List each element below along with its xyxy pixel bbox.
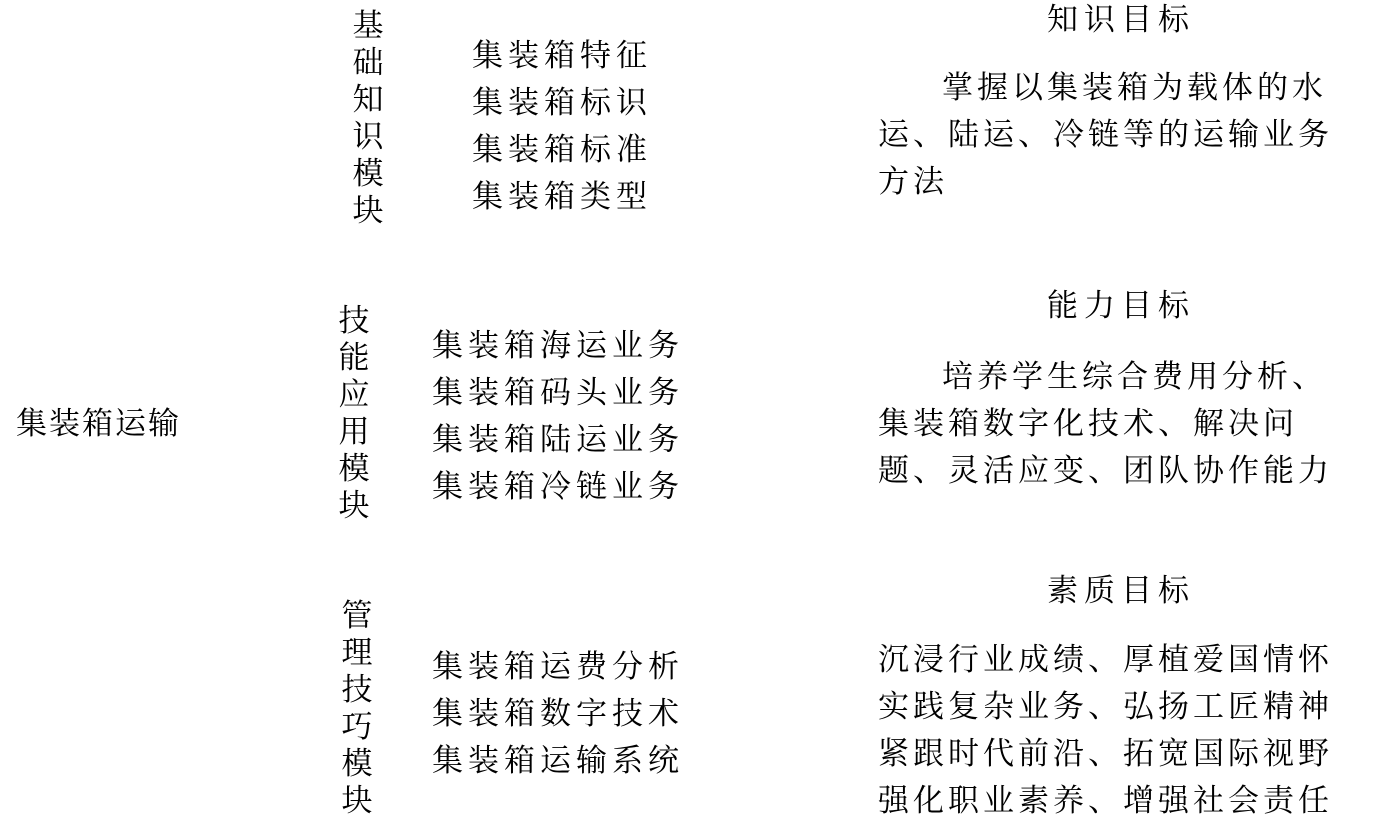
module-title-char: 能 xyxy=(338,340,370,376)
module-title-char: 模 xyxy=(352,156,384,192)
module-item: 集装箱海运业务 xyxy=(432,328,684,364)
module-item: 集装箱冷链业务 xyxy=(432,469,684,505)
goal-quality xyxy=(878,571,1364,825)
goal-text-line: 掌握以集装箱为载体的水 xyxy=(942,70,1327,106)
goal-text-line: 培养学生综合费用分析、 xyxy=(942,359,1327,395)
module-title-char: 基 xyxy=(352,8,384,44)
module-basic-knowledge-title xyxy=(348,8,388,230)
goal-title: 能力目标 xyxy=(1047,288,1195,324)
module-item: 集装箱运输系统 xyxy=(432,743,684,779)
module-item: 集装箱特征 xyxy=(472,38,652,74)
module-title-char: 管 xyxy=(341,598,373,634)
module-item: 集装箱标识 xyxy=(472,85,652,121)
goal-text xyxy=(878,354,1364,495)
root-node-label: 集装箱运输 xyxy=(16,406,181,442)
goal-title: 素质目标 xyxy=(1047,573,1195,609)
module-skill-application-title xyxy=(334,303,374,525)
goal-text-line: 紧跟时代前沿、拓宽国际视野 xyxy=(878,736,1333,772)
module-title-char: 理 xyxy=(341,635,373,671)
goal-text xyxy=(878,637,1364,825)
goal-title: 知识目标 xyxy=(1047,2,1195,38)
module-item: 集装箱数字技术 xyxy=(432,696,684,732)
module-title-char: 模 xyxy=(338,451,370,487)
module-item: 集装箱运费分析 xyxy=(432,649,684,685)
goal-text xyxy=(878,65,1364,206)
module-management-skills-title xyxy=(337,598,377,820)
goal-text-line: 沉浸行业成绩、厚植爱国情怀 xyxy=(878,642,1333,678)
module-basic-knowledge-items xyxy=(472,33,652,221)
module-title-char: 块 xyxy=(341,783,373,819)
module-title-char: 模 xyxy=(341,746,373,782)
goal-knowledge xyxy=(878,0,1364,206)
module-title-char: 础 xyxy=(352,45,384,81)
module-title-char: 用 xyxy=(338,414,370,450)
module-title-char: 技 xyxy=(341,672,373,708)
module-item: 集装箱类型 xyxy=(472,179,652,215)
module-item: 集装箱标准 xyxy=(472,132,652,168)
module-title-char: 块 xyxy=(338,488,370,524)
module-title-char: 应 xyxy=(338,377,370,413)
module-title-char: 巧 xyxy=(341,709,373,745)
module-title-char: 块 xyxy=(352,193,384,229)
module-title-char: 识 xyxy=(352,119,384,155)
goal-text-line: 强化职业素养、增强社会责任 xyxy=(878,783,1333,819)
module-item: 集装箱陆运业务 xyxy=(432,422,684,458)
goal-text-line: 方法 xyxy=(878,164,948,200)
module-item: 集装箱码头业务 xyxy=(432,375,684,411)
module-skill-application-items xyxy=(432,323,684,511)
goal-text-line: 题、灵活应变、团队协作能力 xyxy=(878,453,1333,489)
goal-text-line: 集装箱数字化技术、解决问 xyxy=(878,406,1298,442)
goal-text-line: 实践复杂业务、弘扬工匠精神 xyxy=(878,689,1333,725)
module-management-skills-items xyxy=(432,644,684,785)
module-title-char: 知 xyxy=(352,82,384,118)
goal-text-line: 运、陆运、冷链等的运输业务 xyxy=(878,117,1333,153)
goal-ability xyxy=(878,286,1364,495)
module-title-char: 技 xyxy=(338,303,370,339)
